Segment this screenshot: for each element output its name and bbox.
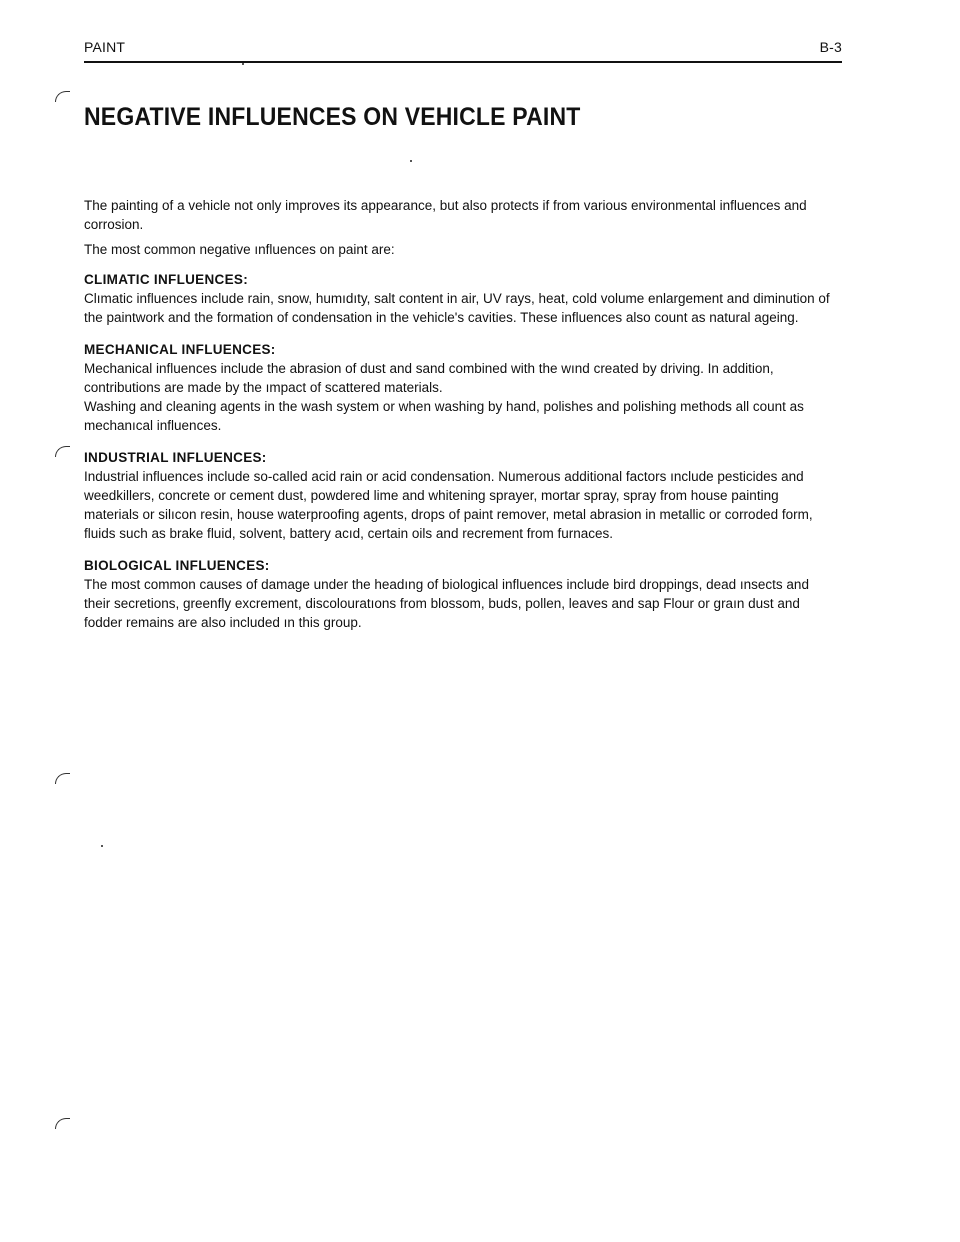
- section-heading: MECHANICAL INFLUENCES:: [84, 342, 276, 357]
- section-mechanical: [84, 340, 836, 435]
- section-paragraph: Clımatic influences include rain, snow, humıdıty, salt content in air, UV rays, heat, cold volume enlargement and diminution of the paintwork and the formation of condensation in the vehicle's cavities. These influences also count as natural ageing.: [84, 291, 830, 325]
- section-paragraph: The most common causes of damage under the headıng of biological influences include bird droppings, dead ınsects and their secretions, greenfly excrement, discolouratıons from blossom, buds, pollen, leaves and sap Flour or graın dust and fodder remains are also included ın this group.: [84, 577, 809, 630]
- binder-hole-mark: [55, 1118, 70, 1129]
- section-heading: BIOLOGICAL INFLUENCES:: [84, 558, 270, 573]
- header-section-name: PAINT: [84, 39, 126, 55]
- binder-hole-mark: [55, 91, 70, 102]
- header-page-number: B-3: [819, 39, 842, 55]
- intro-paragraph: The painting of a vehicle not only improves its appearance, but also protects if from various environmental influences and corrosion.: [84, 198, 807, 232]
- scan-speck: [101, 845, 103, 847]
- page-title: NEGATIVE INFLUENCES ON VEHICLE PAINT: [84, 103, 581, 131]
- section-paragraph: Washing and cleaning agents in the wash system or when washing by hand, polishes and polishing methods all count as mechanıcal influences.: [84, 399, 804, 433]
- section-heading: INDUSTRIAL INFLUENCES:: [84, 450, 267, 465]
- section-heading: CLIMATIC INFLUENCES:: [84, 272, 248, 287]
- scan-speck: [410, 160, 412, 162]
- running-header: [84, 36, 842, 58]
- binder-hole-mark: [55, 446, 70, 457]
- intro-paragraph: The most common negative ınfluences on paint are:: [84, 242, 395, 257]
- section-paragraph: Mechanical influences include the abrasion of dust and sand combined with the wınd created by driving. In addition, contributions are made by the ımpact of scattered materials.: [84, 361, 774, 395]
- scan-speck: [242, 63, 244, 65]
- body-content: [84, 196, 836, 645]
- section-industrial: [84, 448, 836, 543]
- section-biological: [84, 556, 836, 632]
- section-climatic: [84, 270, 836, 327]
- section-paragraph: Industrial influences include so-called acid rain or acid condensation. Numerous additional factors ınclude pesticides and weedkillers, concrete or cement dust, powdered lime and whitening sprayer, mortar spray, spray from house painting materials or silıcon resin, house waterproofing agents, drops of paint remover, metal abrasion in metallic or corroded form, fluids such as brake fluid, solvent, battery acıd, certain oils and recrement from furnaces.: [84, 469, 813, 541]
- header-rule: [84, 61, 842, 63]
- binder-hole-mark: [55, 773, 70, 784]
